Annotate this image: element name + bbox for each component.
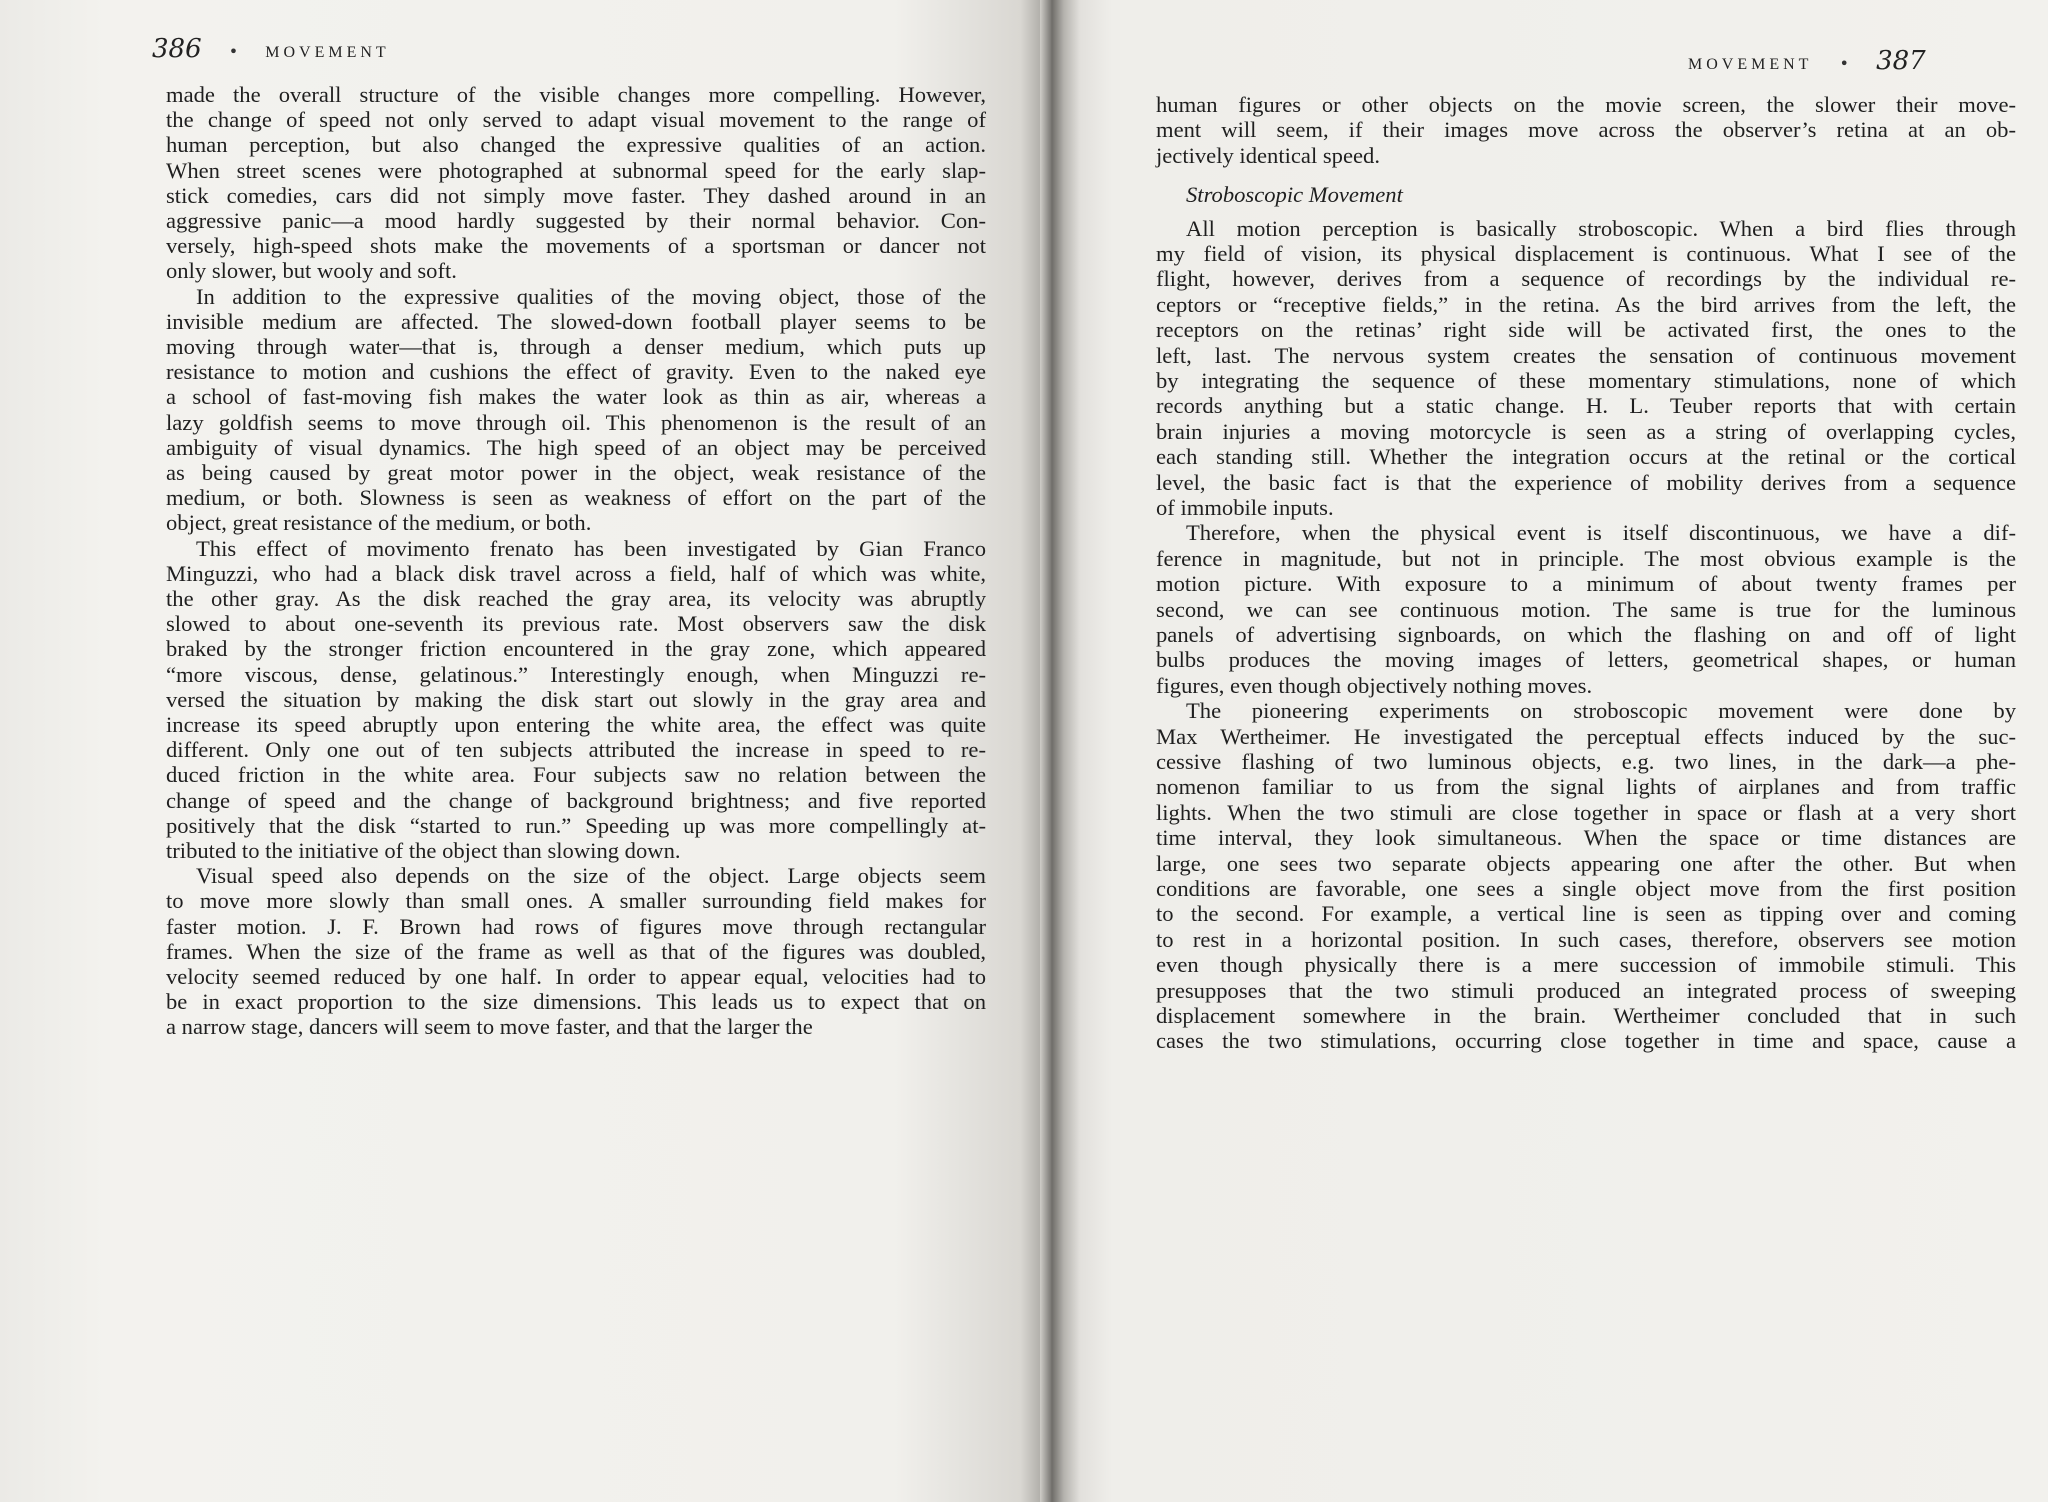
text-line: All motion perception is basically stroboscopic. When a bird flies through xyxy=(1186,215,2016,241)
text-line: made the overall structure of the visible changes more compelling. However, xyxy=(166,82,986,107)
text-line: lazy goldfish seems to move through oil. This phenomenon is the result of an xyxy=(166,409,986,435)
text-line: medium, or both. Slowness is seen as weakness of effort on the part of the xyxy=(166,485,986,511)
text-line: the other gray. As the disk reached the gray area, its velocity was abruptly xyxy=(166,586,986,611)
text-line: a narrow stage, dancers will seem to move faster, and that the larger the xyxy=(166,1014,813,1040)
text-line: my field of vision, its physical displacement is continuous. What I see of the xyxy=(1156,241,2016,266)
right-page xyxy=(1052,0,2048,1502)
text-line: receptors on the retinas’ right side will be activated first, the ones to the xyxy=(1156,317,2016,343)
text-line: brain injuries a moving motorcycle is seen as a string of overlapping cycles, xyxy=(1156,418,2016,444)
text-line: conditions are favorable, one sees a single object move from the first position xyxy=(1156,876,2016,901)
text-line: velocity seemed reduced by one half. In order to appear equal, velocities had to xyxy=(166,964,986,989)
text-line: figures, even though objectively nothing moves. xyxy=(1156,672,1593,698)
text-line: aggressive panic—a mood hardly suggested by their normal behavior. Con- xyxy=(166,208,986,233)
right-running-head: MOVEMENT xyxy=(1688,56,1813,73)
text-line: resistance to motion and cushions the effect of gravity. Even to the naked eye xyxy=(166,359,986,385)
text-line: versed the situation by making the disk start out slowly in the gray area and xyxy=(166,686,986,712)
text-line: records anything but a static change. H. L. Teuber reports that with certain xyxy=(1156,393,2016,419)
text-line: bulbs produces the moving images of letters, geometrical shapes, or human xyxy=(1156,647,2016,673)
text-line: braked by the stronger friction encountered in the gray zone, which appeared xyxy=(166,636,986,662)
text-line: by integrating the sequence of these momentary stimulations, none of which xyxy=(1156,368,2016,393)
text-line: nomenon familiar to us from the signal lights of airplanes and from traffic xyxy=(1156,774,2016,800)
text-line: displacement somewhere in the brain. Wertheimer concluded that in such xyxy=(1156,1003,2016,1028)
text-line: faster motion. J. F. Brown had rows of figures move through rectangular xyxy=(166,913,986,939)
text-line: invisible medium are affected. The slowed-down football player seems to be xyxy=(166,308,986,334)
header-bullet: • xyxy=(228,42,239,61)
text-line: Minguzzi, who had a black disk travel across a field, half of which was white, xyxy=(166,560,986,586)
text-line: only slower, but wooly and soft. xyxy=(166,258,457,284)
text-line: When street scenes were photographed at subnormal speed for the early slap- xyxy=(166,157,986,183)
text-line: positively that the disk “started to run.” Speeding up was more compellingly at- xyxy=(166,812,986,838)
text-line: Visual speed also depends on the size of the object. Large objects seem xyxy=(196,863,986,889)
text-line: slowed to about one-seventh its previous rate. Most observers saw the disk xyxy=(166,611,986,637)
text-line: the change of speed not only served to adapt visual movement to the range of xyxy=(166,107,986,133)
text-line: time interval, they look simultaneous. When the space or time distances are xyxy=(1156,825,2016,851)
text-line: jectively identical speed. xyxy=(1156,142,1380,168)
text-line: large, one sees two separate objects appearing one after the other. But when xyxy=(1156,850,2016,876)
text-line: even though physically there is a mere succession of immobile stimuli. This xyxy=(1156,952,2016,978)
text-line: Max Wertheimer. He investigated the perceptual effects induced by the suc- xyxy=(1156,723,2016,749)
text-line: ceptors or “receptive fields,” in the retina. As the bird arrives from the left, the xyxy=(1156,291,2016,317)
text-line: increase its speed abruptly upon entering the white area, the effect was quite xyxy=(166,712,986,737)
text-line: This effect of movimento frenato has been investigated by Gian Franco xyxy=(196,535,986,561)
text-line: to move more slowly than small ones. A smaller surrounding field makes for xyxy=(166,888,986,914)
text-line: cases the two stimulations, occurring close together in time and space, cause a xyxy=(1156,1028,2016,1054)
text-line: frames. When the size of the frame as well as that of the figures was doubled, xyxy=(166,938,986,964)
text-line: be in exact proportion to the size dimensions. This leads us to expect that on xyxy=(166,989,986,1015)
left-page-number: 386 xyxy=(152,34,202,64)
text-line: ference in magnitude, but not in principle. The most obvious example is the xyxy=(1156,545,2016,571)
text-line: ment will seem, if their images move across the observer’s retina at an ob- xyxy=(1156,117,2016,143)
text-line: change of speed and the change of background brightness; and five reported xyxy=(166,787,986,813)
text-line: cessive flashing of two luminous objects, e.g. two lines, in the dark—a phe- xyxy=(1156,749,2016,774)
text-line: presupposes that the two stimuli produced an integrated process of sweeping xyxy=(1156,977,2016,1003)
left-running-head: MOVEMENT xyxy=(265,44,390,61)
text-line: human perception, but also changed the expressive qualities of an action. xyxy=(166,132,986,158)
text-line: panels of advertising signboards, on which the flashing on and off of light xyxy=(1156,622,2016,647)
text-line: Therefore, when the physical event is itself discontinuous, we have a dif- xyxy=(1186,520,2016,546)
right-page-number: 387 xyxy=(1876,46,1926,76)
text-line: tributed to the initiative of the object than slowing down. xyxy=(166,838,681,863)
text-line: flight, however, derives from a sequence of recordings by the individual re- xyxy=(1156,266,2016,292)
text-line: left, last. The nervous system creates the sensation of continuous movement xyxy=(1156,342,2016,368)
text-line: as being caused by great motor power in the object, weak resistance of the xyxy=(166,460,986,485)
text-line: different. Only one out of ten subjects attributed the increase in speed to re- xyxy=(166,737,986,763)
header-bullet: • xyxy=(1839,54,1849,73)
text-line: motion picture. With exposure to a minimum of about twenty frames per xyxy=(1156,571,2016,597)
text-line: a school of fast-moving fish makes the water look as thin as air, whereas a xyxy=(166,384,986,410)
text-line: stick comedies, cars did not simply move faster. They dashed around in an xyxy=(166,182,986,208)
text-line: The pioneering experiments on stroboscopic movement were done by xyxy=(1186,698,2016,724)
text-line: second, we can see continuous motion. The same is true for the luminous xyxy=(1156,596,2016,622)
text-line: to the second. For example, a vertical line is seen as tipping over and coming xyxy=(1156,901,2016,927)
text-line: object, great resistance of the medium, or both. xyxy=(166,510,592,536)
right-running-header xyxy=(1688,46,1926,76)
text-line: In addition to the expressive qualities of the moving object, those of the xyxy=(196,283,986,309)
text-line: “more viscous, dense, gelatinous.” Interestingly enough, when Minguzzi re- xyxy=(166,661,986,687)
text-line: versely, high-speed shots make the movements of a sportsman or dancer not xyxy=(166,233,986,259)
text-line: lights. When the two stimuli are close together in space or flash at a very short xyxy=(1156,799,2016,825)
text-line: to rest in a horizontal position. In such cases, therefore, observers see motion xyxy=(1156,926,2016,952)
text-line: each standing still. Whether the integration occurs at the retinal or the cortical xyxy=(1156,444,2016,470)
section-heading: Stroboscopic Movement xyxy=(1186,182,1403,208)
text-line: moving through water—that is, through a denser medium, which puts up xyxy=(166,334,986,359)
text-line: ambiguity of visual dynamics. The high speed of an object may be perceived xyxy=(166,434,986,460)
text-line: level, the basic fact is that the experience of mobility derives from a sequence xyxy=(1156,469,2016,495)
text-line: duced friction in the white area. Four subjects saw no relation between the xyxy=(166,762,986,788)
left-running-header xyxy=(152,34,390,64)
text-line: human figures or other objects on the movie screen, the slower their move- xyxy=(1156,92,2016,117)
text-line: of immobile inputs. xyxy=(1156,495,1334,520)
